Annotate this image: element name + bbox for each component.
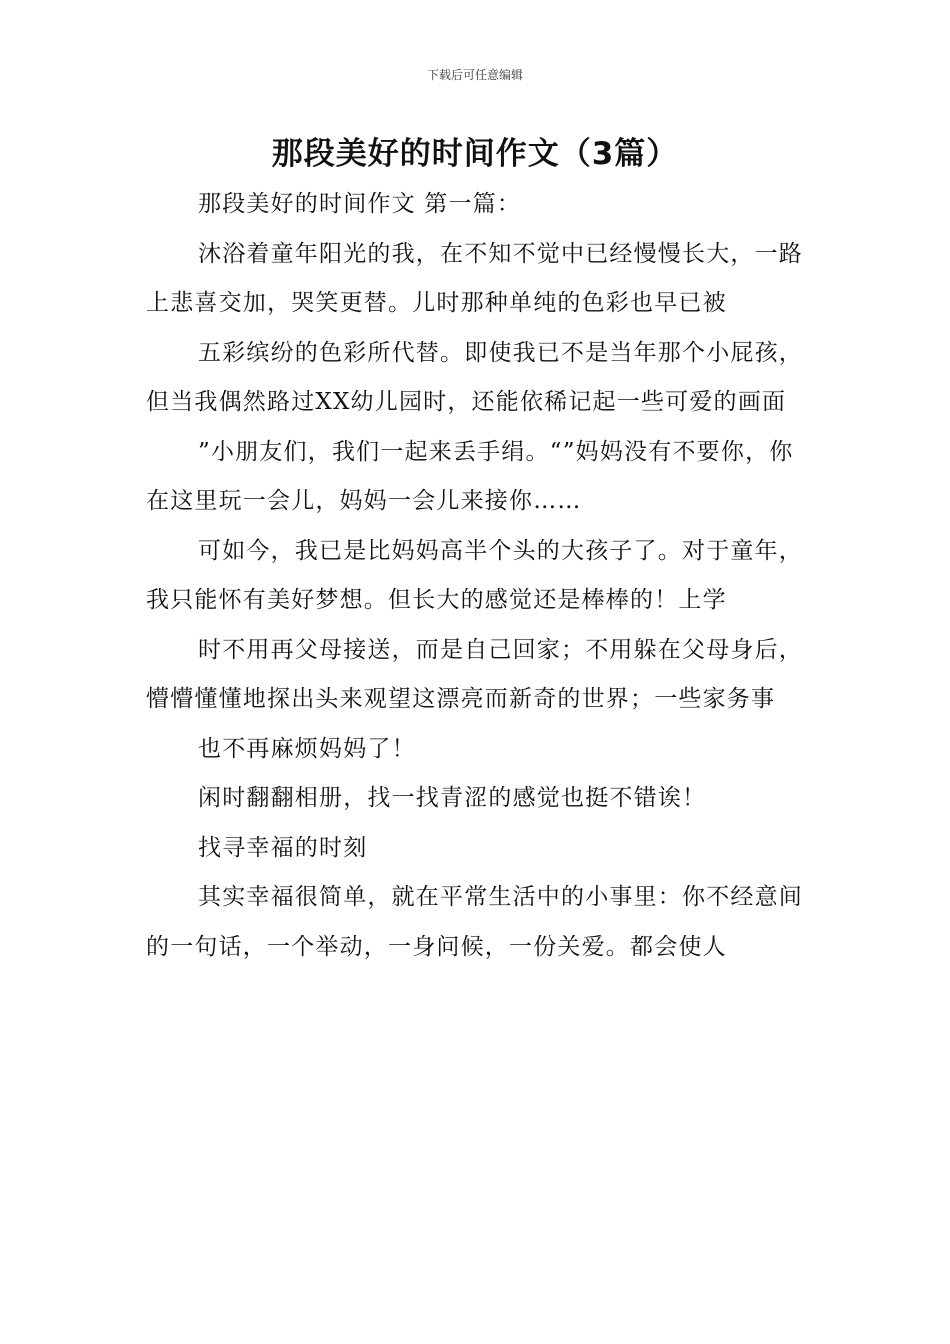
paragraph: 也不再麻烦妈妈了！ (198, 735, 416, 762)
document-body (146, 180, 810, 972)
paragraph: 那段美好的时间作文 第一篇： (198, 191, 522, 217)
paragraph: ”小朋友们，我们一起来丢手绢。“”妈妈没有不要你，你在这里玩一会儿，妈妈一会儿来接你…… (146, 438, 794, 514)
header-note: 下载后可任意编辑 (426, 68, 523, 82)
paragraph: 时不用再父母接送，而是自己回家；不用躲在父母身后，懵懵懂懂地探出头来观望这漂亮而新奇的世界；一些家务事 (146, 636, 803, 712)
paragraph: 找寻幸福的时刻 (198, 834, 368, 861)
paragraph: 可如今，我已是比妈妈高半个头的大孩子了。对于童年，我只能怀有美好梦想。但长大的感觉还是棒棒的！上学 (146, 537, 803, 613)
document-title: 那段美好的时间作文（3篇） (271, 136, 679, 172)
paragraph: 其实幸福很简单，就在平常生活中的小事里：你不经意间的一句话，一个举动，一身问候，一份关爱。都会使人 (146, 884, 803, 960)
paragraph: 沐浴着童年阳光的我，在不知不觉中已经慢慢长大，一路上悲喜交加，哭笑更替。儿时那种单纯的色彩也早已被 (146, 240, 803, 316)
paragraph: 闲时翻翻相册，找一找青涩的感觉也挺不错诶！ (198, 785, 707, 811)
paragraph: 五彩缤纷的色彩所代替。即使我已不是当年那个小屁孩，但当我偶然路过XX幼儿园时，还能依稀记起一些可爱的画面 (146, 339, 803, 415)
